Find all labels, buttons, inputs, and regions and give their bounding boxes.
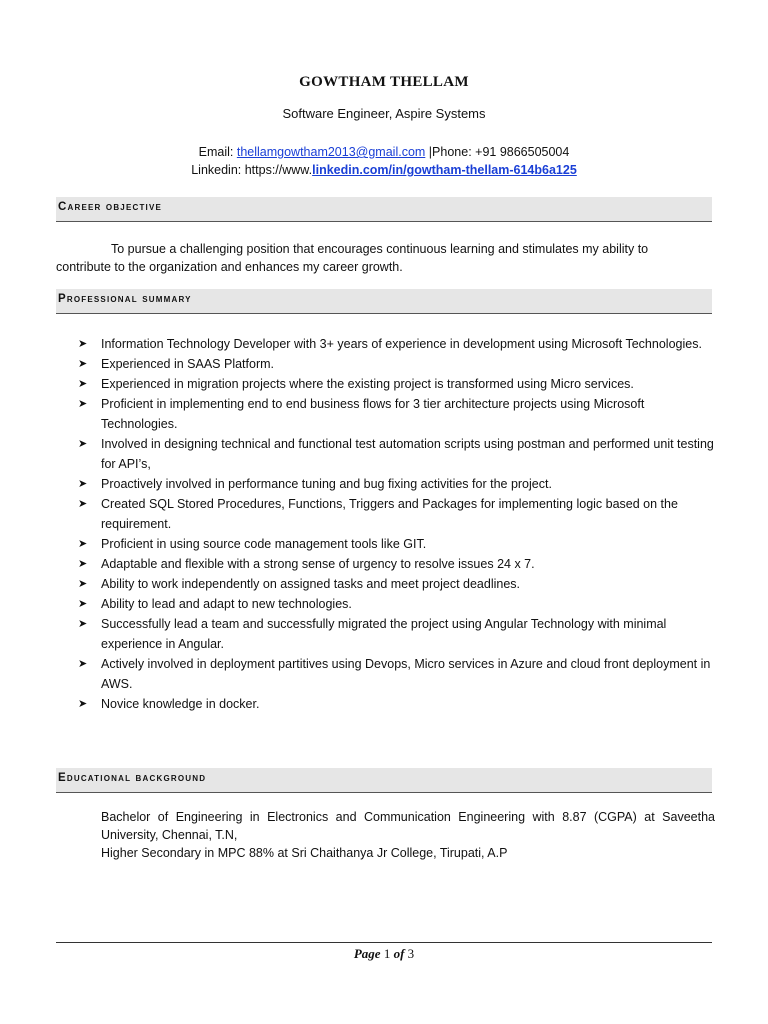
- list-item: ➤ Actively involved in deployment partitives using Devops, Micro services in Azure and cloud front deployment in AWS.: [78, 654, 718, 694]
- section-professional-summary: [56, 289, 712, 314]
- arrow-bullet-icon: ➤: [78, 378, 88, 390]
- page-total: 3: [407, 946, 415, 961]
- list-item: ➤ Information Technology Developer with 3+ years of experience in development using Microsoft Technologies.: [78, 334, 718, 354]
- arrow-bullet-icon: ➤: [78, 598, 88, 610]
- section-title: Educational background: [58, 772, 207, 784]
- arrow-bullet-icon: ➤: [78, 438, 88, 450]
- contact-line-email: [0, 145, 768, 159]
- list-item: ➤ Successfully lead a team and successfully migrated the project using Angular Technology with minimal experience in Angular.: [78, 614, 718, 654]
- arrow-bullet-icon: ➤: [78, 338, 88, 350]
- job-title: Software Engineer, Aspire Systems: [282, 106, 486, 121]
- arrow-bullet-icon: ➤: [78, 618, 88, 630]
- page-footer: [0, 946, 768, 962]
- education-entry: Higher Secondary in MPC 88% at Sri Chaithanya Jr College, Tirupati, A.P: [101, 846, 508, 860]
- list-item: ➤ Proficient in implementing end to end business flows for 3 tier architecture projects using Microsoft Technologies.: [78, 394, 718, 434]
- section-educational-background: [56, 768, 712, 793]
- career-objective-text: [56, 240, 716, 276]
- arrow-bullet-icon: ➤: [78, 358, 88, 370]
- career-objective-line: To pursue a challenging position that encourages continuous learning and stimulates my ability to: [111, 242, 649, 256]
- list-item: ➤ Proactively involved in performance tuning and bug fixing activities for the project.: [78, 474, 718, 494]
- arrow-bullet-icon: ➤: [78, 578, 88, 590]
- summary-list: [78, 334, 718, 714]
- arrow-bullet-icon: ➤: [78, 698, 88, 710]
- arrow-bullet-icon: ➤: [78, 478, 88, 490]
- candidate-name: GOWTHAM THELLAM: [299, 74, 469, 90]
- list-item: ➤ Experienced in migration projects where the existing project is transformed using Micro services.: [78, 374, 718, 394]
- list-item: ➤ Adaptable and flexible with a strong sense of urgency to resolve issues 24 x 7.: [78, 554, 718, 574]
- linkedin-link[interactable]: linkedin.com/in/gowtham-thellam-614b6a125: [312, 163, 577, 177]
- section-title: Professional summary: [58, 293, 192, 305]
- arrow-bullet-icon: ➤: [78, 398, 88, 410]
- page-word: Page: [353, 946, 381, 961]
- list-item: ➤ Proficient in using source code management tools like GIT.: [78, 534, 718, 554]
- arrow-bullet-icon: ➤: [78, 498, 88, 510]
- page-number: 1: [383, 946, 391, 961]
- list-item: ➤ Ability to lead and adapt to new technologies.: [78, 594, 718, 614]
- section-title: Career objective: [58, 201, 163, 213]
- list-item: ➤ Created SQL Stored Procedures, Functions, Triggers and Packages for implementing logic based on the requirement.: [78, 494, 718, 534]
- list-item: ➤ Involved in designing technical and functional test automation scripts using postman and performed unit testing for API’s,: [78, 434, 718, 474]
- phone-text: |Phone: +91 9866505004: [425, 145, 570, 159]
- section-career-objective: [56, 197, 712, 222]
- contact-line-linkedin: [0, 163, 768, 177]
- arrow-bullet-icon: ➤: [78, 558, 88, 570]
- email-label: Email:: [198, 145, 237, 159]
- footer-divider: [56, 942, 712, 943]
- linkedin-label: Linkedin: https://www.: [191, 163, 313, 177]
- email-link[interactable]: thellamgowtham2013@gmail.com: [236, 145, 426, 159]
- arrow-bullet-icon: ➤: [78, 538, 88, 550]
- arrow-bullet-icon: ➤: [78, 658, 88, 670]
- education-entry: Bachelor of Engineering in Electronics and Communication Engineering with 8.87 (CGPA) at Saveetha University, Chennai, T.N,: [101, 810, 715, 842]
- of-word: of: [393, 946, 405, 961]
- list-item: ➤ Novice knowledge in docker.: [78, 694, 718, 714]
- list-item: ➤ Experienced in SAAS Platform.: [78, 354, 718, 374]
- list-item: ➤ Ability to work independently on assigned tasks and meet project deadlines.: [78, 574, 718, 594]
- career-objective-line: contribute to the organization and enhances my career growth.: [56, 260, 403, 274]
